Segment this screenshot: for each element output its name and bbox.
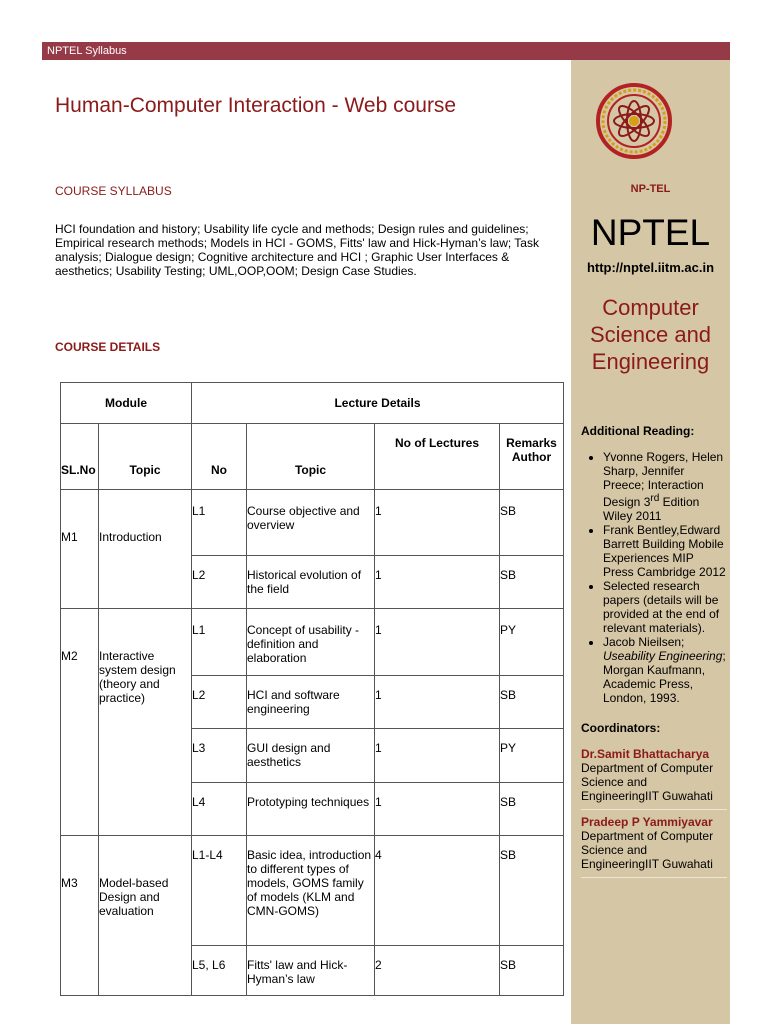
reading-text: Jacob Nieilsen; — [603, 635, 685, 649]
lecture-count: 1 — [375, 783, 500, 836]
coordinators-heading: Coordinators: — [581, 721, 661, 735]
lecture-no: L5, L6 — [192, 946, 247, 996]
module-slno: M3 — [61, 836, 99, 996]
lecture-topic: Basic idea, introduction to different types of models, GOMS family of models (KLM and CMN-GOMS) — [247, 836, 375, 946]
module-header: Module — [61, 383, 192, 424]
module-topic: Introduction — [99, 490, 192, 609]
lecture-topic: GUI design and aesthetics — [247, 729, 375, 783]
lecture-count: 4 — [375, 836, 500, 946]
sidebar — [571, 60, 730, 1024]
table-row — [61, 490, 564, 556]
syllabus-text: HCI foundation and history; Usability life cycle and methods; Design rules and guidelines; Empirical research methods; Models in HCI - GOMS, Fitts' law and Hick-Hyman’s law; Task analysis; Dialogue design; Cognitive architecture and HCI ; Graphic User Interfaces & aesthetics; Usability Testing; UML,OOP,OOM; Design Case Studies. — [55, 222, 539, 278]
col-slno: SL.No — [61, 424, 99, 490]
coordinator-affiliation: Department of Computer Science and EngineeringIIT Guwahati — [581, 829, 714, 871]
lecture-topic: Historical evolution of the field — [247, 556, 375, 609]
lecture-count: 2 — [375, 946, 500, 996]
reading-list — [581, 450, 727, 705]
module-slno: M1 — [61, 490, 99, 609]
sidebar-body — [581, 424, 727, 878]
main-content — [42, 60, 571, 1024]
lecture-topic: Course objective and overview — [247, 490, 375, 556]
lecture-no: L3 — [192, 729, 247, 783]
reading-text: ; Morgan Kaufmann, Academic Press, London, 1993. — [603, 649, 726, 705]
lecture-remarks: SB — [500, 490, 564, 556]
coordinator-affiliation: Department of Computer Science and EngineeringIIT Guwahati — [581, 761, 714, 803]
reading-text: Yvonne Rogers, Helen Sharp, Jennifer Preece; Interaction Design 3 — [603, 450, 724, 509]
course-details-table — [60, 382, 564, 996]
list-item: • Selected research papers (details will be provided at the end of relevant materials). — [603, 579, 727, 635]
lecture-no: L1-L4 — [192, 836, 247, 946]
lecture-no: L2 — [192, 556, 247, 609]
site-url[interactable]: http://nptel.iitm.ac.in — [586, 260, 715, 275]
lecture-remarks: SB — [500, 676, 564, 729]
lecture-remarks: PY — [500, 729, 564, 783]
lecture-no: L2 — [192, 676, 247, 729]
lecture-details-header: Lecture Details — [192, 383, 564, 424]
table-row — [61, 836, 564, 946]
page-title: Human-Computer Interaction - Web course — [55, 94, 457, 117]
department-name: Computer Science and Engineering — [589, 295, 712, 374]
lecture-remarks: SB — [500, 946, 564, 996]
col-lecture-topic: Topic — [247, 424, 375, 490]
divider — [581, 877, 727, 878]
lecture-remarks: SB — [500, 556, 564, 609]
lecture-topic: Fitts' law and Hick-Hyman’s law — [247, 946, 375, 996]
top-bar — [42, 42, 730, 60]
coordinator — [581, 747, 727, 803]
coordinator — [581, 815, 727, 871]
lecture-topic: HCI and software engineering — [247, 676, 375, 729]
reading-emphasis: Useability Engineering — [603, 649, 723, 663]
col-num-lectures: No of Lectures — [375, 424, 500, 490]
reading-superscript: rd — [650, 493, 660, 504]
top-bar-label: NPTEL Syllabus — [47, 45, 127, 57]
brand-name: NPTEL — [590, 212, 711, 253]
table-row — [61, 609, 564, 676]
lecture-no: L4 — [192, 783, 247, 836]
reading-text: Edition Wiley 2011 — [603, 495, 700, 523]
lecture-count: 1 — [375, 676, 500, 729]
lecture-remarks: SB — [500, 783, 564, 836]
lecture-count: 1 — [375, 556, 500, 609]
lecture-no: L1 — [192, 609, 247, 676]
module-topic: Model-based Design and evaluation — [99, 836, 192, 996]
divider — [581, 809, 727, 810]
lecture-count: 1 — [375, 490, 500, 556]
list-item: • Frank Bentley,Edward Barrett Building Mobile Experiences MIP Press Cambridge 2012 — [603, 523, 727, 579]
col-no: No — [192, 424, 247, 490]
lecture-topic: Concept of usability - definition and elaboration — [247, 609, 375, 676]
module-slno: M2 — [61, 609, 99, 836]
module-topic: Interactive system design (theory and practice) — [99, 609, 192, 836]
lecture-count: 1 — [375, 609, 500, 676]
col-remarks: Remarks Author — [500, 424, 564, 490]
list-item — [603, 450, 727, 523]
lecture-remarks: PY — [500, 609, 564, 676]
lecture-topic: Prototyping techniques — [247, 783, 375, 836]
coordinator-name: Pradeep P Yammiyavar — [581, 815, 713, 829]
logo-caption: NP-TEL — [630, 183, 671, 195]
course-details-heading: COURSE DETAILS — [55, 340, 161, 354]
syllabus-heading: COURSE SYLLABUS — [55, 184, 172, 198]
additional-reading-heading: Additional Reading: — [581, 424, 695, 438]
lecture-count: 1 — [375, 729, 500, 783]
lecture-remarks: SB — [500, 836, 564, 946]
list-item — [603, 635, 727, 705]
coordinator-name: Dr.Samit Bhattacharya — [581, 747, 710, 761]
lecture-no: L1 — [192, 490, 247, 556]
col-module-topic: Topic — [99, 424, 192, 490]
nptel-logo-icon — [595, 82, 673, 160]
